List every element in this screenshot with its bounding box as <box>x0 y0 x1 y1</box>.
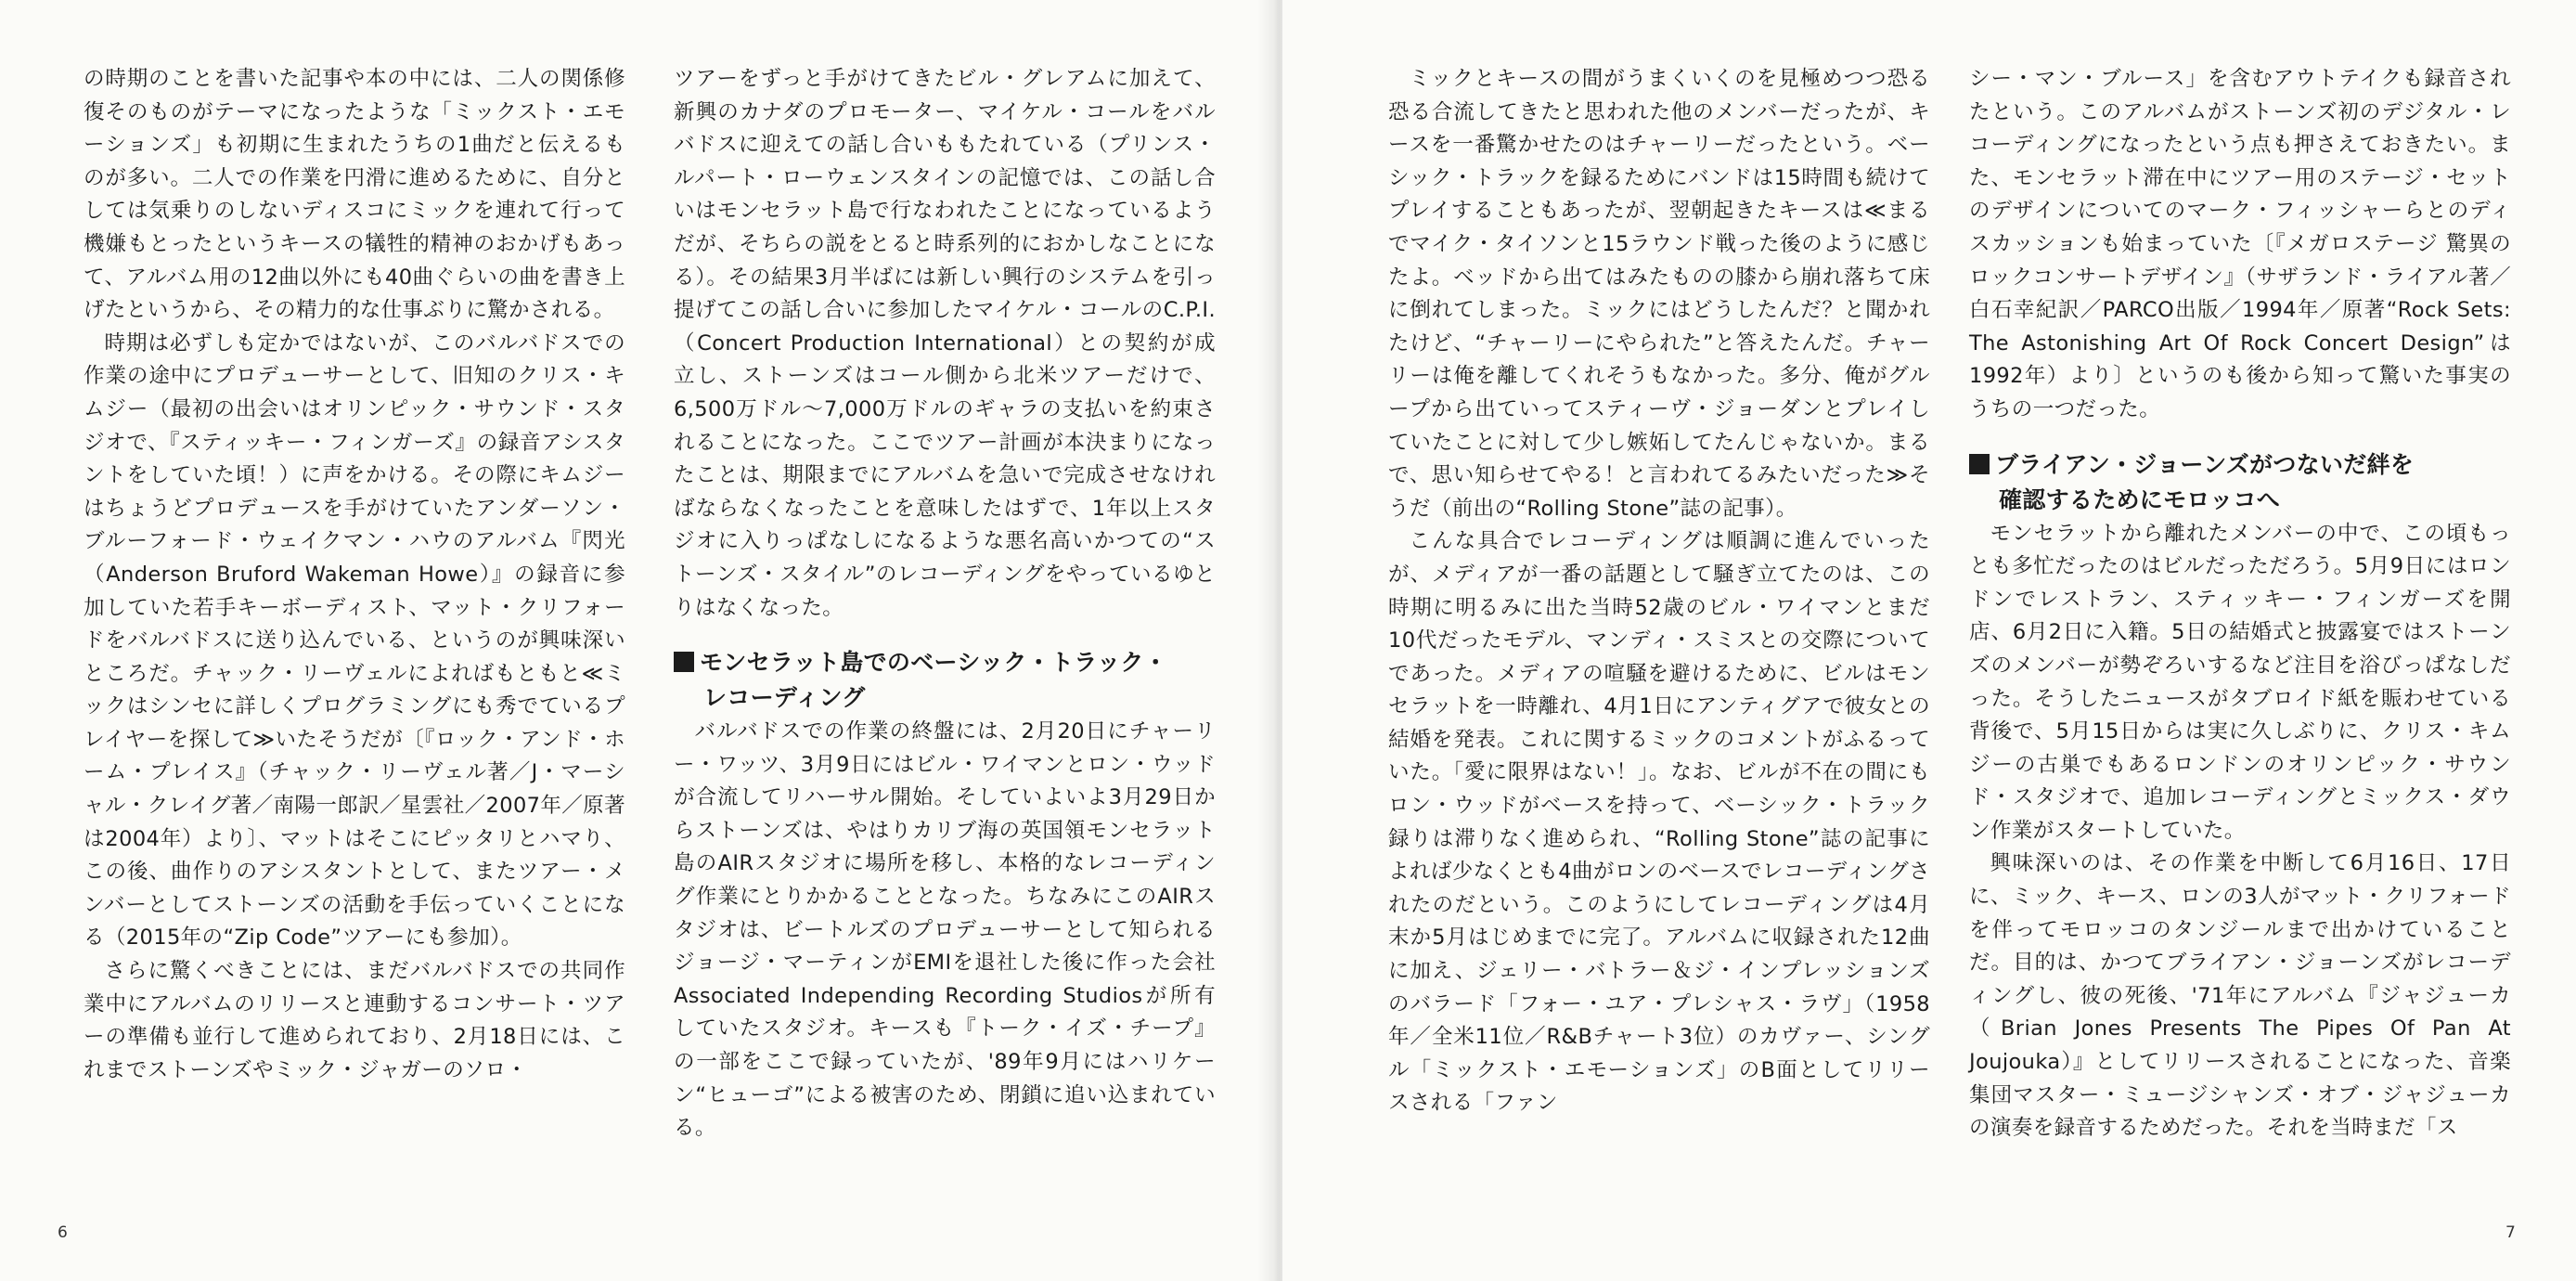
paragraph: モンセラットから離れたメンバーの中で、この頃もっとも多忙だったのはビルだっただろう。5月9日にはロンドンでレストラン、スティッキー・フィンガーズを開店、6月2日に入籍。5日の結婚式と披露宴ではストーンズのメンバーが勢ぞろいするなど注目を浴びっぱなしだった。そうしたニュースがタブロイド紙を賑わせている背後で、5月15日からは実に久しぶりに、クリス・キムジーの古巣でもあるロンドンのオリンピック・サウンド・スタジオで、追加レコーディングとミックス・ダウン作業がスタートしていた。 <box>1969 521 2511 843</box>
left-page <box>0 0 1279 1281</box>
square-bullet-icon <box>674 652 694 672</box>
square-bullet-icon <box>1969 454 1990 474</box>
left-page-column-1 <box>84 63 625 1087</box>
right-page-column-2 <box>1969 63 2511 1145</box>
right-page-column-1 <box>1388 63 1930 1120</box>
heading-line-1: モンセラット島でのベーシック・トラック・ <box>700 649 1168 677</box>
page-number: 7 <box>2505 1223 2516 1242</box>
paragraph: シー・マン・ブルース」を含むアウトテイクも録音されたという。このアルバムがストーンズ初のデジタル・レコーディングになったという点も押さえておきたい。また、モンセラット滞在中にツアー用のステージ・セットのデザインについてのマーク・フィッシャーらとのディスカッションも始まっていた〔『メガロステージ 驚異のロックコンサートデザイン』（サザランド・ライアル著／白石幸紀訳／PARCO出版／1994年／原著“Rock Sets: The Astonishing Art Of Rock Concert Design”は1992年）より〕というのも後から知って驚いた事実のうちの一つだった。 <box>1969 67 2511 421</box>
paragraph: ミックとキースの間がうまくいくのを見極めつつ恐る恐る合流してきたと思われた他のメンバーだったが、キースを一番驚かせたのはチャーリーだったという。ベーシック・トラックを録るためにバンドは15時間も続けてプレイすることもあったが、翌朝起きたキースは≪まるでマイク・タイソンと15ラウンド戦った後のように感じたよ。ベッドから出てはみたものの膝から崩れ落ちて床に倒れてしまった。ミックにはどうしたんだ？と聞かれたけど、“チャーリーにやられた”と答えたんだ。チャーリーは俺を離してくれそうもなかった。多分、俺がグループから出ていってスティーヴ・ジョーダンとプレイしていたことに対して少し嫉妬してたんじゃないか。まるで、思い知らせてやる！と言われてるみたいだった≫そうだ（前出の“Rolling Stone”誌の記事）。 <box>1388 67 1930 521</box>
heading-line-2: 確認するためにモロッコへ <box>1999 485 2281 513</box>
heading-line-1: ブライアン・ジョーンズがつないだ絆を <box>1995 450 2415 478</box>
right-page <box>1282 0 2576 1281</box>
paragraph: バルバドスでの作業の終盤には、2月20日にチャーリー・ワッツ、3月9日にはビル・ワイマンとロン・ウッドが合流してリハーサル開始。そしていよいよ3月29日からストーンズは、やはりカリブ海の英国領モンセラット島のAIRスタジオに場所を移し、本格的なレコーディング作業にとりかかることとなった。ちなみにこのAIRスタジオは、ビートルズのプロデューサーとして知られるジョージ・マーティンがEMIを退社した後に作った会社Associated Independing Recording Studiosが所有していたスタジオ。キースも『トーク・イズ・チープ』の一部をここで録っていたが、'89年9月にはハリケーン“ヒューゴ”による被害のため、閉鎖に追い込まれている。 <box>674 719 1216 1141</box>
paragraph: 時期は必ずしも定かではないが、このバルバドスでの作業の途中にプロデューサーとして、旧知のクリス・キムジー（最初の出会いはオリンピック・サウンド・スタジオで、『スティッキー・フィンガーズ』の録音アシスタントをしていた頃！）に声をかける。その際にキムジーはちょうどプロデュースを手がけていたアンダーソン・ブルーフォード・ウェイクマン・ハウのアルバム『閃光（Anderson Bruford Wakeman Howe）』の録音に参加していた若手キーボーディスト、マット・クリフォードをバルバドスに送り込んでいる、というのが興味深いところだ。チャック・リーヴェルによればもともと≪ミックはシンセに詳しくプログラミングにも秀でているプレイヤーを探して≫いたそうだが〔『ロック・アンド・ホーム・プレイス』（チャック・リーヴェル著／J・マーシャル・クレイグ著／南陽一郎訳／星雲社／2007年／原著は2004年）より〕、マットはそこにピッタリとハマり、この後、曲作りのアシスタントとして、またツアー・メンバーとしてストーンズの活動を手伝っていくことになる（2015年の“Zip Code”ツアーにも参加）。 <box>84 330 625 951</box>
heading-line-2: レコーディング <box>703 684 866 712</box>
paragraph: さらに驚くべきことには、まだバルバドスでの共同作業中にアルバムのリリースと連動するコンサート・ツアーの準備も並行して進められており、2月18日には、これまでストーンズやミック・ジャガーのソロ・ <box>84 959 625 1082</box>
section-heading <box>1969 447 2511 518</box>
section-heading <box>674 645 1216 716</box>
paragraph: ツアーをずっと手がけてきたビル・グレアムに加えて、新興のカナダのプロモーター、マイケル・コールをバルバドスに迎えての話し合いももたれている（プリンス・ルパート・ローウェンスタインの記憶では、この話し合いはモンセラット島で行なわれたことになっているようだが、そちらの説をとると時系列的におかしなことになる）。その結果3月半ばには新しい興行のシステムを引っ提げてこの話し合いに参加したマイケル・コールのC.P.I.（Concert Production International）との契約が成立し、ストーンズはコール側から北米ツアーだけで、6,500万ドル〜7,000万ドルのギャラの支払いを約束されることになった。ここでツアー計画が本決まりになったことは、期限までにアルバムを急いで完成させなければならなくなったことを意味したはずで、1年以上スタジオに入りっぱなしになるような悪名高いかつての“ストーンズ・スタイル”のレコーディングをやっているゆとりはなくなった。 <box>674 67 1216 620</box>
page-number: 6 <box>58 1223 68 1242</box>
paragraph: の時期のことを書いた記事や本の中には、二人の関係修復そのものがテーマになったような「ミックスト・エモーションズ」も初期に生まれたうちの1曲だと伝えるものが多い。二人での作業を円滑に進めるために、自分としては気乗りのしないディスコにミックを連れて行って機嫌もとったというキースの犠牲的精神のおかげもあって、アルバム用の12曲以外にも40曲ぐらいの曲を書き上げたというから、その精力的な仕事ぶりに驚かされる。 <box>84 67 625 323</box>
left-page-column-2 <box>674 63 1216 1145</box>
paragraph: こんな具合でレコーディングは順調に進んでいったが、メディアが一番の話題として騒ぎ立てたのは、この時期に明るみに出た当時52歳のビル・ワイマンとまだ10代だったモデル、マンディ・スミスとの交際についてであった。メディアの喧騒を避けるために、ビルはモンセラットを一時離れ、4月1日にアンティグアで彼女との結婚を発表。これに関するミックのコメントがふるっていた。「愛に限界はない！」。なお、ビルが不在の間にもロン・ウッドがベースを持って、ベーシック・トラック録りは滞りなく進められ、“Rolling Stone”誌の記事によれば少なくとも4曲がロンのベースでレコーディングされたのだという。このようにしてレコーディングは4月末か5月はじめまでに完了。アルバムに収録された12曲に加え、ジェリー・バトラー＆ジ・インプレッションズのバラード「フォー・ユア・プレシャス・ラヴ」（1958年／全米11位／R&Bチャート3位）のカヴァー、シングル「ミックスト・エモーションズ」のB面としてリリースされる「ファン <box>1388 529 1930 1116</box>
paragraph: 興味深いのは、その作業を中断して6月16日、17日に、ミック、キース、ロンの3人がマット・クリフォードを伴ってモロッコのタンジールまで出かけていることだ。目的は、かつてブライアン・ジョーンズがレコーディングし、彼の死後、'71年にアルバム『ジャジューカ（Brian Jones Presents The Pipes Of Pan At Joujouka）』としてリリースされることになった、音楽集団マスター・ミュージシャンズ・オブ・ジャジューカの演奏を録音するためだった。それを当時まだ「ス <box>1969 851 2511 1141</box>
